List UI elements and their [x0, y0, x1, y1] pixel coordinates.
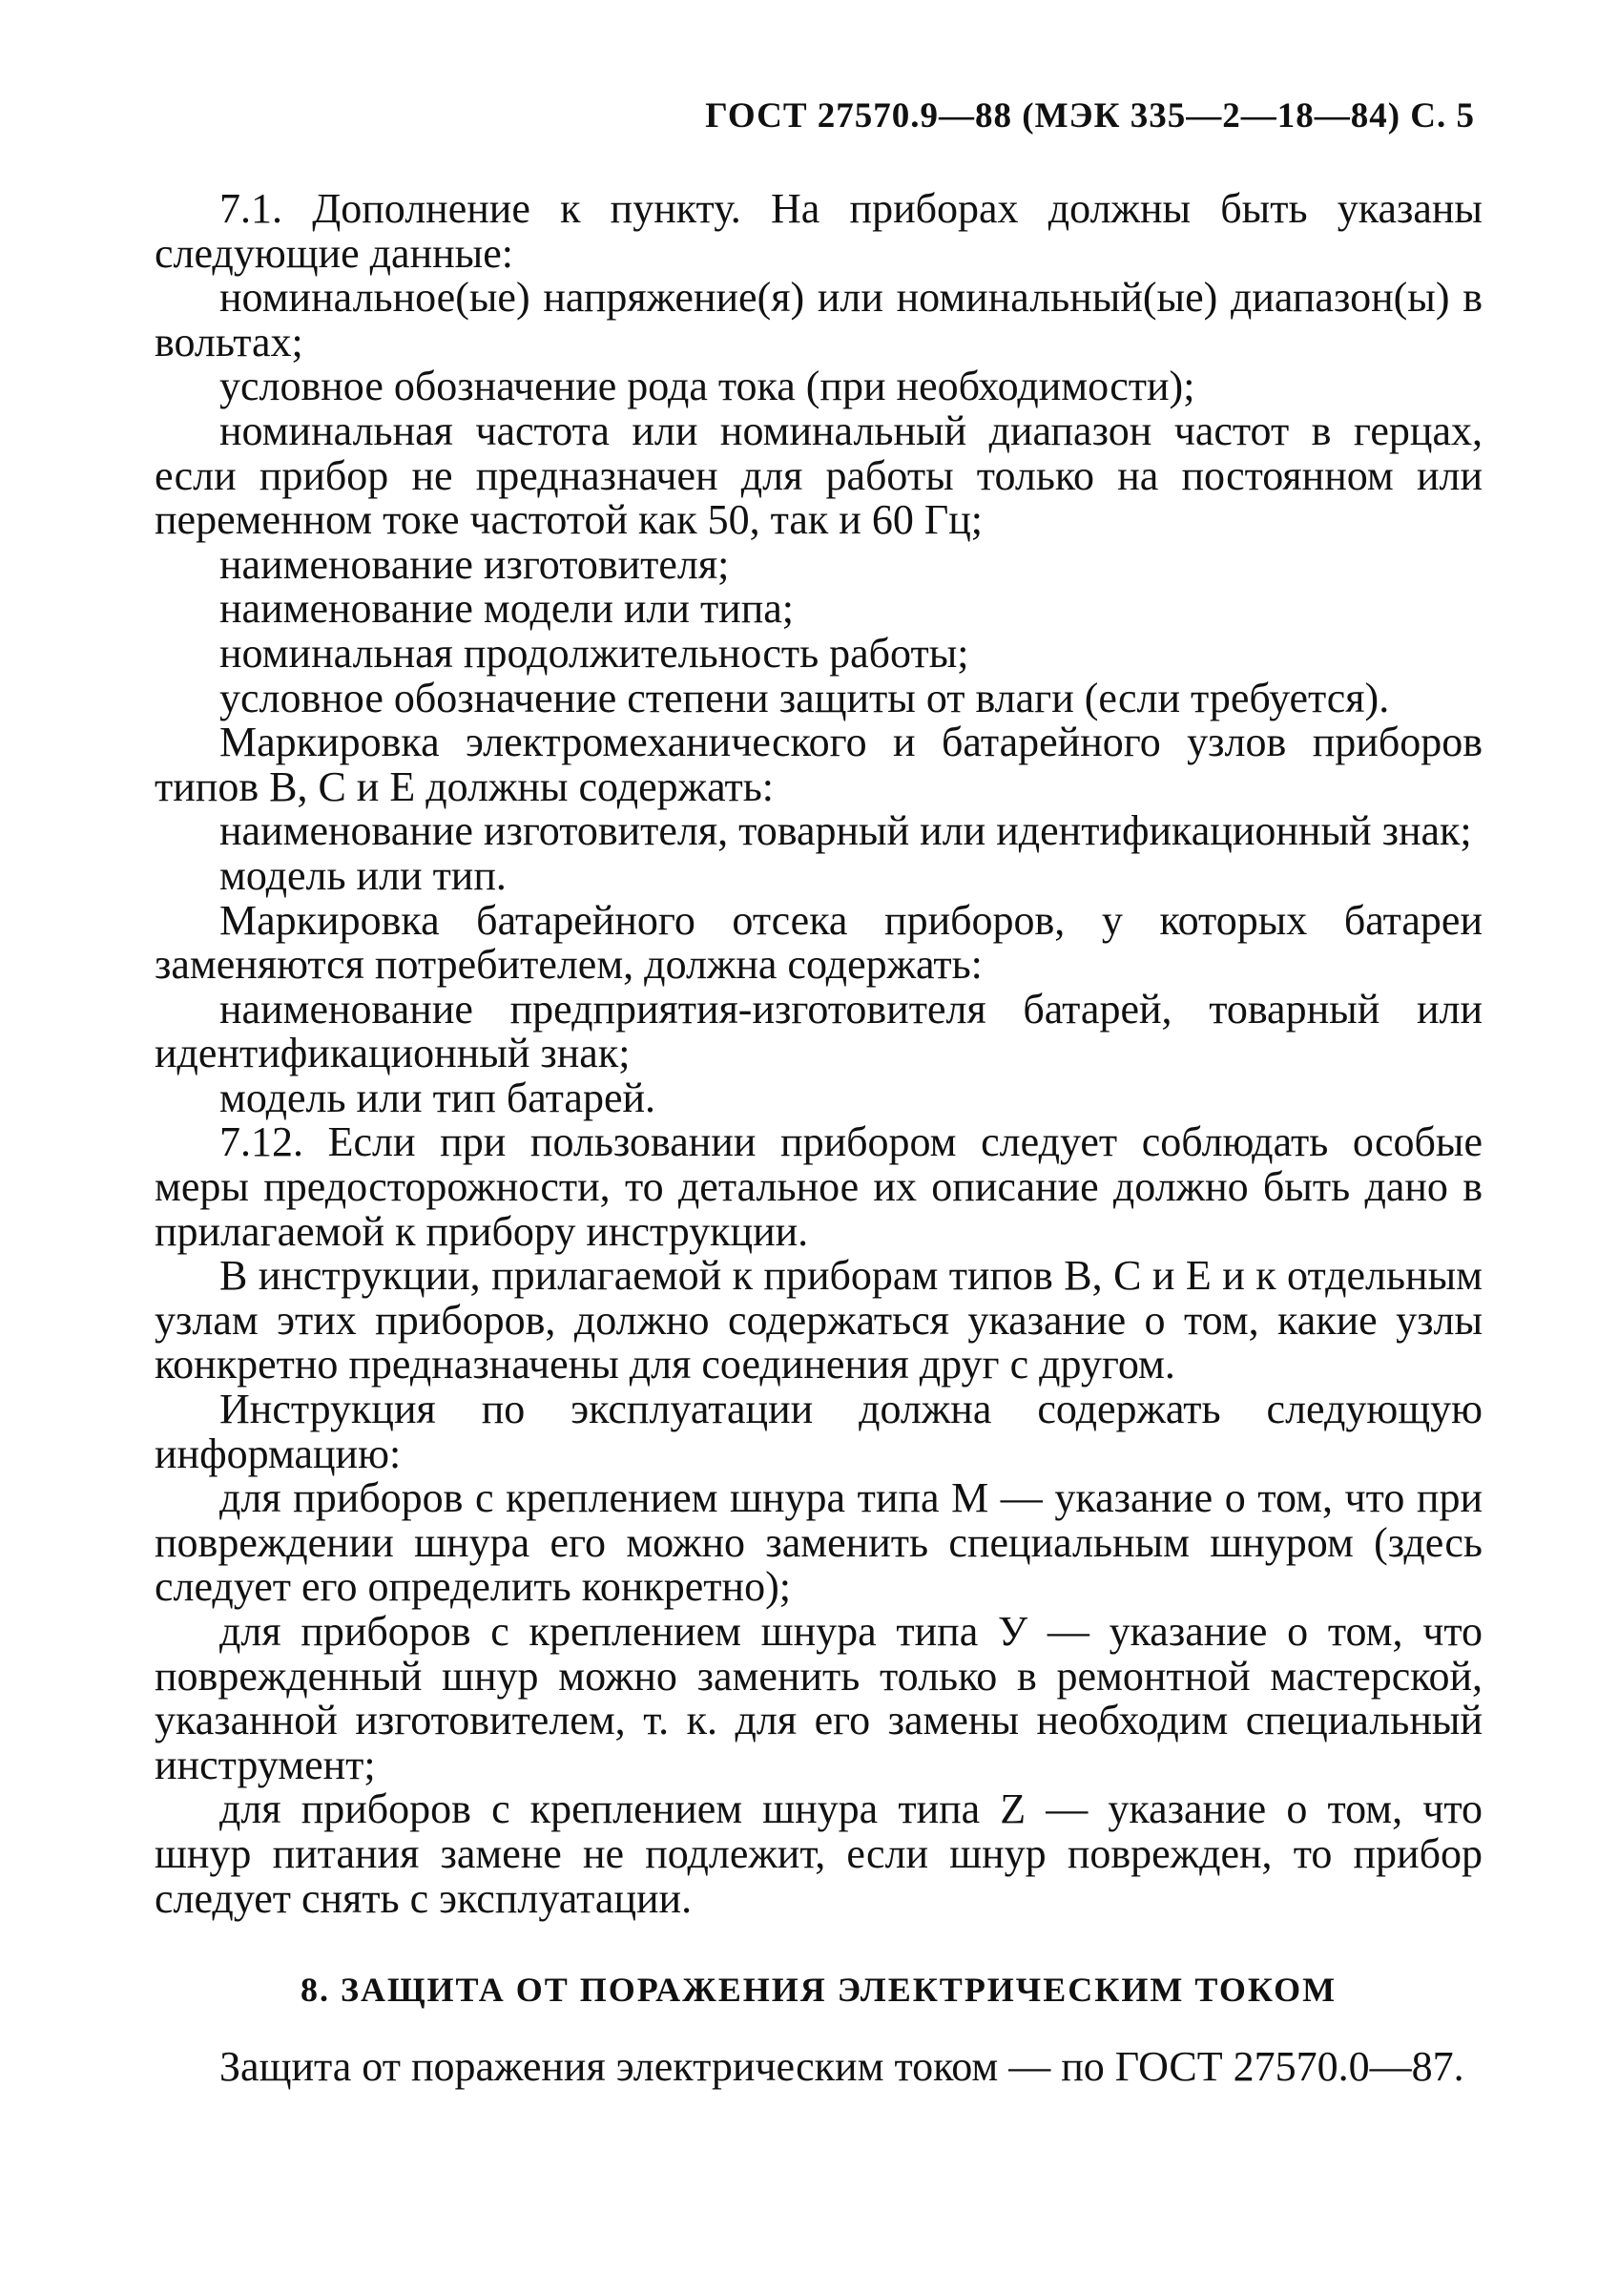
running-header: ГОСТ 27570.9—88 (МЭК 335—2—18—84) С. 5 — [705, 96, 1475, 136]
list-item: наименование предприятия-изготовителя батарей, товарный или идентификационный знак; — [155, 985, 1483, 1077]
paragraph-section-8: Защита от поражения электрическим током — по ГОСТ 27570.0—87. — [219, 2043, 1464, 2090]
list-item: для приборов с креплением шнура типа М — указание о том, что при повреждении шнура его можно заменить специальным шнуром (здесь следует его определить конкретно); — [155, 1474, 1483, 1611]
section-8-heading: 8. ЗАЩИТА ОТ ПОРАЖЕНИЯ ЭЛЕКТРИЧЕСКИМ ТОКОМ — [300, 1971, 1338, 2009]
paragraph-battery-compartment: Маркировка батарейного отсека приборов, у которых батареи заменяются потребителем, должна содержать: — [155, 896, 1483, 989]
list-item: наименование модели или типа; — [219, 585, 795, 633]
paragraph-7-1: 7.1. Дополнение к пункту. На приборах должны быть указаны следующие данные: — [155, 185, 1483, 277]
list-item: модель или тип. — [219, 851, 507, 899]
section-8-body — [155, 2044, 1483, 2090]
list-item: номинальная частота или номинальный диапазон частот в герцах, если прибор не предназначен для работы только на постоянном или переменном токе частотой как 50, так и 60 Гц; — [155, 407, 1483, 544]
list-item: условное обозначение рода тока (при необходимости); — [219, 363, 1195, 410]
list-item: для приборов с креплением шнура типа У — указание о том, что поврежденный шнур можно заменить только в ремонтной мастерской, указанной изготовителем, т. к. для его замены необходим специальный инструмент; — [155, 1608, 1483, 1788]
section-7-body — [155, 187, 1483, 1921]
paragraph-instructions-units: В инструкции, прилагаемой к приборам типов В, С и Е и к отдельным узлам этих приборов, должно содержаться указание о том, какие узлы конкретно предназначены для соединения друг с другом. — [155, 1252, 1483, 1388]
list-item: номинальная продолжительность работы; — [219, 629, 969, 677]
paragraph-7-12: 7.12. Если при пользовании прибором следует соблюдать особые меры предосторожности, то детальное их описание должно быть дано в прилагаемой к прибору инструкции. — [155, 1118, 1483, 1255]
list-item: наименование изготовителя, товарный или идентификационный знак; — [219, 807, 1472, 855]
list-item: условное обозначение степени защиты от влаги (если требуется). — [219, 674, 1390, 721]
list-item: номинальное(ые) напряжение(я) или номинальный(ые) диапазон(ы) в вольтах; — [155, 274, 1483, 365]
list-item: наименование изготовителя; — [219, 540, 730, 588]
list-item: для приборов с креплением шнура типа Z — указание о том, что шнур питания замене не подлежит, если шнур поврежден, то прибор следует снять с эксплуатации. — [155, 1785, 1483, 1922]
paragraph-marking-units: Маркировка электромеханического и батарейного узлов приборов типов В, С и Е должны содержать: — [155, 719, 1483, 810]
paragraph-operating-instructions: Инструкция по эксплуатации должна содержать следующую информацию: — [155, 1386, 1483, 1477]
list-item: модель или тип батарей. — [219, 1074, 656, 1121]
